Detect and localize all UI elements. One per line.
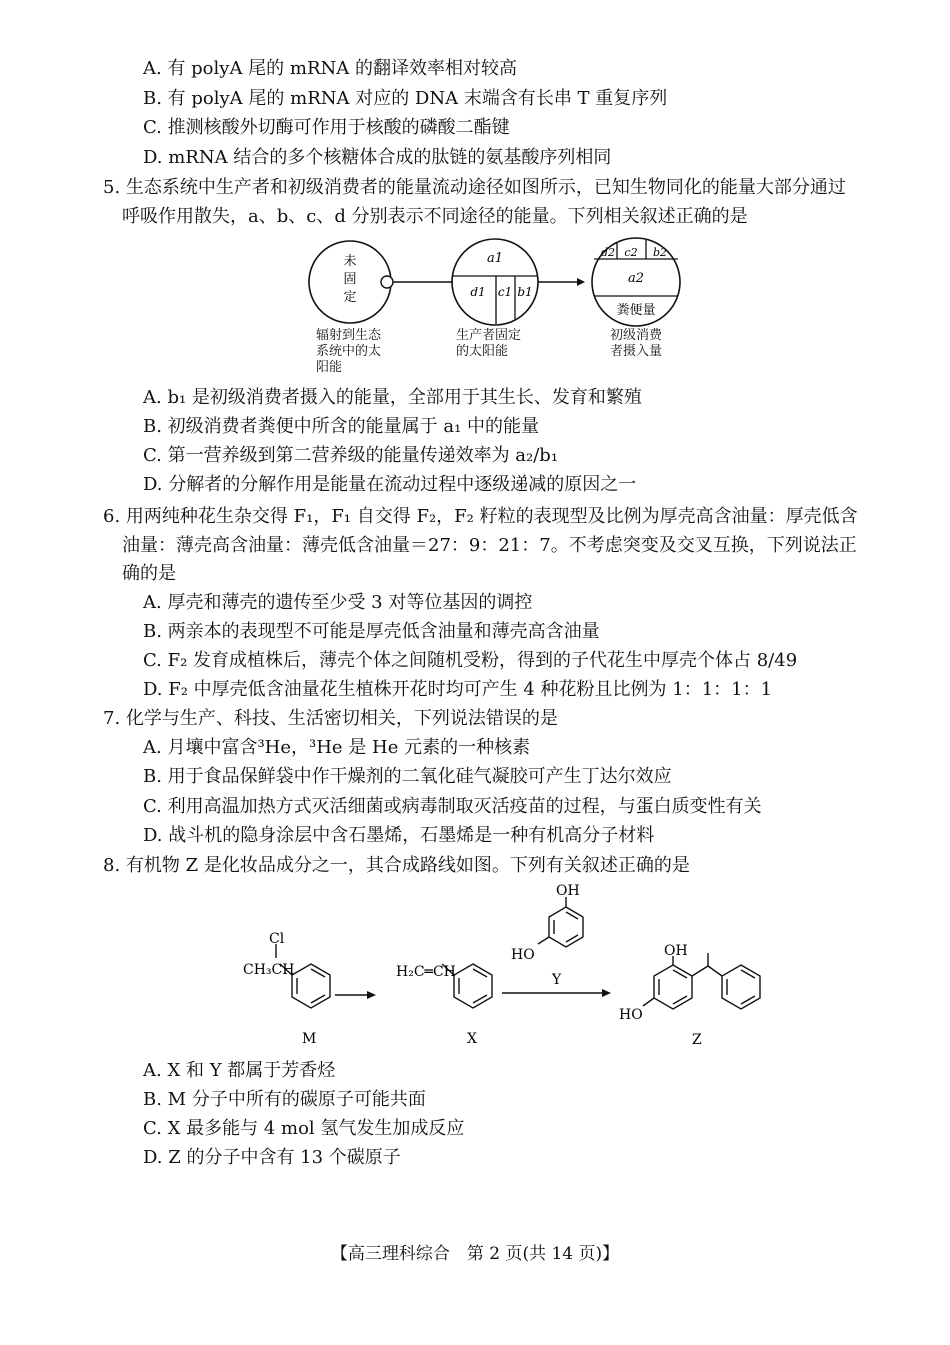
- m-cl: Cl: [269, 931, 285, 947]
- q5-stem-line2: 呼吸作用散失，a、b、c、d 分别表示不同途径的能量。下列相关叙述正确的是: [122, 206, 748, 227]
- q5-option-b: B. 初级消费者粪便中所含的能量属于 a₁ 中的能量: [143, 416, 540, 437]
- x-chain: H₂C═CH: [396, 964, 456, 980]
- q6-stem-line3: 确的是: [122, 563, 176, 584]
- caption-solar-line2: 系统中的太: [316, 344, 382, 359]
- z-benzene-ring-1: [654, 965, 692, 1009]
- arrow-head-1: [367, 991, 376, 999]
- caption-consumer-line1: 初级消费: [610, 328, 663, 343]
- y-oh: OH: [556, 883, 580, 899]
- label-c1: c1: [497, 285, 513, 299]
- q6-option-a: A. 厚壳和薄壳的遗传至少受 3 对等位基因的调控: [143, 592, 533, 613]
- q6-stem-line2: 油量：薄壳高含油量：薄壳低含油量＝27：9：21：7。不考虑突变及交叉互换，下列说法正: [122, 535, 857, 556]
- q8-option-a: A. X 和 Y 都属于芳香烃: [143, 1060, 336, 1081]
- caption-solar-line1: 辐射到生态: [316, 328, 382, 343]
- q4-option-a: A. 有 polyA 尾的 mRNA 的翻译效率相对较高: [143, 58, 517, 79]
- label-d2: d2: [600, 246, 616, 259]
- label-d1: d1: [470, 285, 486, 299]
- q7-stem: 7. 化学与生产、科技、生活密切相关，下列说法错误的是: [103, 708, 558, 729]
- caption-producer-line2: 的太阳能: [456, 344, 509, 359]
- label-b1: b1: [517, 285, 533, 299]
- q7-option-b: B. 用于食品保鲜袋中作干燥剂的二氧化硅气凝胶可产生丁达尔效应: [143, 766, 672, 787]
- y-ho: HO: [511, 947, 535, 963]
- caption-consumer: [610, 328, 662, 360]
- label-c2: c2: [624, 246, 638, 259]
- q7-option-a: A. 月壤中富含³He，³He 是 He 元素的一种核素: [143, 737, 531, 758]
- m-benzene-ring: [292, 964, 330, 1008]
- x-label: X: [467, 1031, 477, 1047]
- page-footer: 【高三理科综合 第 2 页(共 14 页)】: [330, 1244, 620, 1264]
- q5-stem-line1: 5. 生态系统中生产者和初级消费者的能量流动途径如图所示，已知生物同化的能量大部分通过: [103, 177, 846, 198]
- m-label: M: [302, 1031, 317, 1047]
- caption-producer: [456, 328, 521, 360]
- q5-option-c: C. 第一营养级到第二营养级的能量传递效率为 a₂/b₁: [143, 445, 559, 466]
- q6-option-b: B. 两亲本的表现型不可能是厚壳低含油量和薄壳高含油量: [143, 621, 600, 642]
- label-b2: b2: [652, 246, 668, 259]
- arrow-head-2: [602, 989, 611, 997]
- x-benzene-ring: [454, 964, 492, 1008]
- z-benzene-ring-2: [722, 965, 760, 1009]
- z-ho: HO: [619, 1007, 643, 1023]
- q5-option-d: D. 分解者的分解作用是能量在流动过程中逐级递减的原因之一: [143, 474, 637, 495]
- q4-option-d: D. mRNA 结合的多个核糖体合成的肽链的氨基酸序列相同: [143, 147, 612, 168]
- q6-option-d: D. F₂ 中厚壳低含油量花生植株开花时均可产生 4 种花粉且比例为 1：1：1：1: [143, 679, 773, 700]
- circle1-char-3: 定: [343, 290, 357, 305]
- m-chain: CH₃CH: [243, 962, 295, 978]
- q5-option-a: A. b₁ 是初级消费者摄入的能量，全部用于其生长、发育和繁殖: [143, 387, 642, 408]
- q4-option-b: B. 有 polyA 尾的 mRNA 对应的 DNA 末端含有长串 T 重复序列: [143, 88, 668, 109]
- q6-stem-line1: 6. 用两纯种花生杂交得 F₁，F₁ 自交得 F₂，F₂ 籽粒的表现型及比例为厚壳高含油量：厚壳低含: [103, 506, 858, 527]
- label-a1: a1: [486, 251, 504, 266]
- circle1-char-2: 固: [343, 272, 357, 287]
- q6-option-c: C. F₂ 发育成植株后，薄壳个体之间随机受粉，得到的子代花生中厚壳个体占 8/49: [143, 650, 798, 671]
- y-label: Y: [552, 972, 562, 988]
- caption-producer-line1: 生产者固定: [456, 328, 522, 343]
- q8-option-b: B. M 分子中所有的碳原子可能共面: [143, 1089, 426, 1110]
- caption-consumer-line2: 者摄入量: [610, 344, 663, 359]
- q8-option-d: D. Z 的分子中含有 13 个碳原子: [143, 1147, 401, 1168]
- caption-solar-line3: 阳能: [316, 360, 343, 375]
- q7-option-c: C. 利用高温加热方式灭活细菌或病毒制取灭活疫苗的过程，与蛋白质变性有关: [143, 796, 762, 817]
- q4-option-c: C. 推测核酸外切酶可作用于核酸的磷酸二酯键: [143, 117, 510, 138]
- z-label: Z: [692, 1032, 702, 1048]
- circle1-char-1: 未: [343, 254, 357, 269]
- caption-solar: [316, 328, 381, 376]
- synthesis-scheme: [230, 880, 770, 1050]
- z-oh: OH: [664, 943, 688, 959]
- q8-option-c: C. X 最多能与 4 mol 氢气发生加成反应: [143, 1118, 465, 1139]
- q7-option-d: D. 战斗机的隐身涂层中含石墨烯，石墨烯是一种有机高分子材料: [143, 825, 655, 846]
- small-node: [381, 276, 393, 288]
- arrow-head: [577, 278, 585, 286]
- q8-stem: 8. 有机物 Z 是化妆品成分之一，其合成路线如图。下列有关叙述正确的是: [103, 855, 690, 876]
- energy-flow-diagram: [300, 236, 700, 328]
- label-feces: 粪便量: [616, 303, 656, 318]
- label-a2: a2: [627, 271, 645, 286]
